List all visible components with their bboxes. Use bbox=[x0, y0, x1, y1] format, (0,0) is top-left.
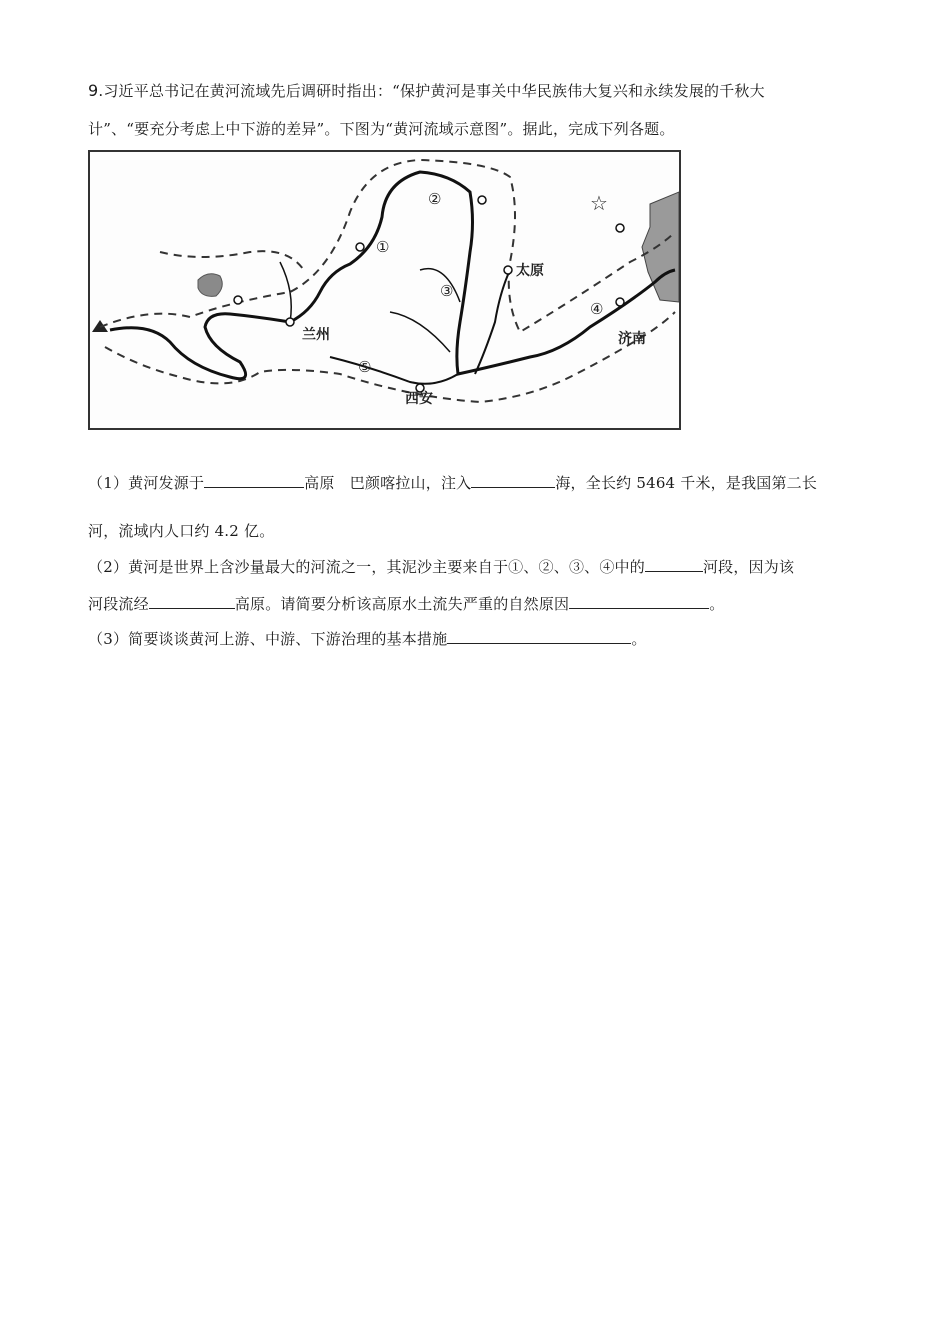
fen-river bbox=[475, 270, 510, 374]
q2-blank-reason[interactable] bbox=[569, 594, 709, 609]
map-label-jinan: 济南 bbox=[618, 331, 646, 347]
city-marker-lanzhou bbox=[286, 318, 294, 326]
q2-text-5: 。 bbox=[709, 595, 725, 613]
city-marker-jinan bbox=[616, 298, 624, 306]
q1-text-4: 河，流域内人口约 4.2 亿。 bbox=[88, 522, 275, 540]
map-label-taiyuan: 太原 bbox=[516, 263, 544, 279]
map-label-section4: ④ bbox=[590, 300, 604, 318]
q2-text-1: （2）黄河是世界上含沙量最大的河流之一，其泥沙主要来自于①、②、③、④中的 bbox=[88, 558, 645, 576]
q2-text-4: 高原。请简要分析该高原水土流失严重的自然原因 bbox=[234, 595, 570, 613]
sea-shape bbox=[642, 192, 679, 302]
map-label-xian: 西安 bbox=[405, 391, 433, 407]
map-label-section5: ⑤ bbox=[358, 358, 372, 376]
map-label-section2: ② bbox=[428, 190, 442, 208]
map-drawing bbox=[90, 152, 679, 428]
question-intro-text2: 计”、“要充分考虑上中下游的差异”。下图为“黄河流域示意图”。据此，完成下列各题。 bbox=[88, 120, 675, 138]
q3-text-1: （3）简要谈谈黄河上游、中游、下游治理的基本措施 bbox=[88, 630, 448, 648]
lake-shape bbox=[198, 274, 222, 297]
q2-blank-plateau[interactable] bbox=[149, 594, 235, 609]
city-marker-xining bbox=[234, 296, 242, 304]
wei-river bbox=[330, 357, 458, 384]
star-icon: ☆ bbox=[590, 191, 608, 215]
question-intro-text1: .习近平总书记在黄河流域先后调研时指出：“保护黄河是事关中华民族伟大复兴和永续发展的千秋大 bbox=[98, 82, 765, 100]
map-label-section1: ① bbox=[376, 238, 390, 256]
q1-blank-plateau[interactable] bbox=[204, 473, 304, 488]
q3-text-2: 。 bbox=[631, 630, 647, 648]
city-marker-yinchuan bbox=[356, 243, 364, 251]
q1-text-3: 海，全长约 5464 千米，是我国第二长 bbox=[555, 474, 818, 492]
q3-blank-measures[interactable] bbox=[447, 629, 631, 644]
question-intro-line2 bbox=[88, 118, 675, 139]
q2-text-3: 河段流经 bbox=[88, 595, 149, 613]
sub-question-1-line1 bbox=[88, 472, 817, 493]
q1-text-2: 高原 巴颜喀拉山，注入 bbox=[304, 474, 472, 492]
map-label-lanzhou: 兰州 bbox=[302, 327, 330, 343]
question-intro-line1 bbox=[88, 80, 765, 101]
sub-question-2-line1 bbox=[88, 556, 794, 577]
q2-text-2: 河段，因为该 bbox=[702, 558, 795, 576]
q1-blank-sea[interactable] bbox=[471, 473, 555, 488]
q1-text-1: （1）黄河发源于 bbox=[88, 474, 205, 492]
tributary-3 bbox=[280, 262, 291, 322]
question-number: 9 bbox=[88, 81, 99, 100]
city-marker-taiyuan bbox=[504, 266, 512, 274]
basin-boundary-south bbox=[105, 312, 675, 402]
yellow-river-basin-map bbox=[88, 150, 681, 430]
tributary-2 bbox=[390, 312, 450, 352]
sub-question-2-line2 bbox=[88, 593, 724, 614]
sub-question-3-line1 bbox=[88, 628, 647, 649]
q2-blank-section[interactable] bbox=[645, 557, 703, 572]
city-marker-baotou bbox=[478, 196, 486, 204]
city-marker-tianjin bbox=[616, 224, 624, 232]
sub-question-1-line2 bbox=[88, 520, 274, 541]
map-label-section3: ③ bbox=[440, 282, 454, 300]
